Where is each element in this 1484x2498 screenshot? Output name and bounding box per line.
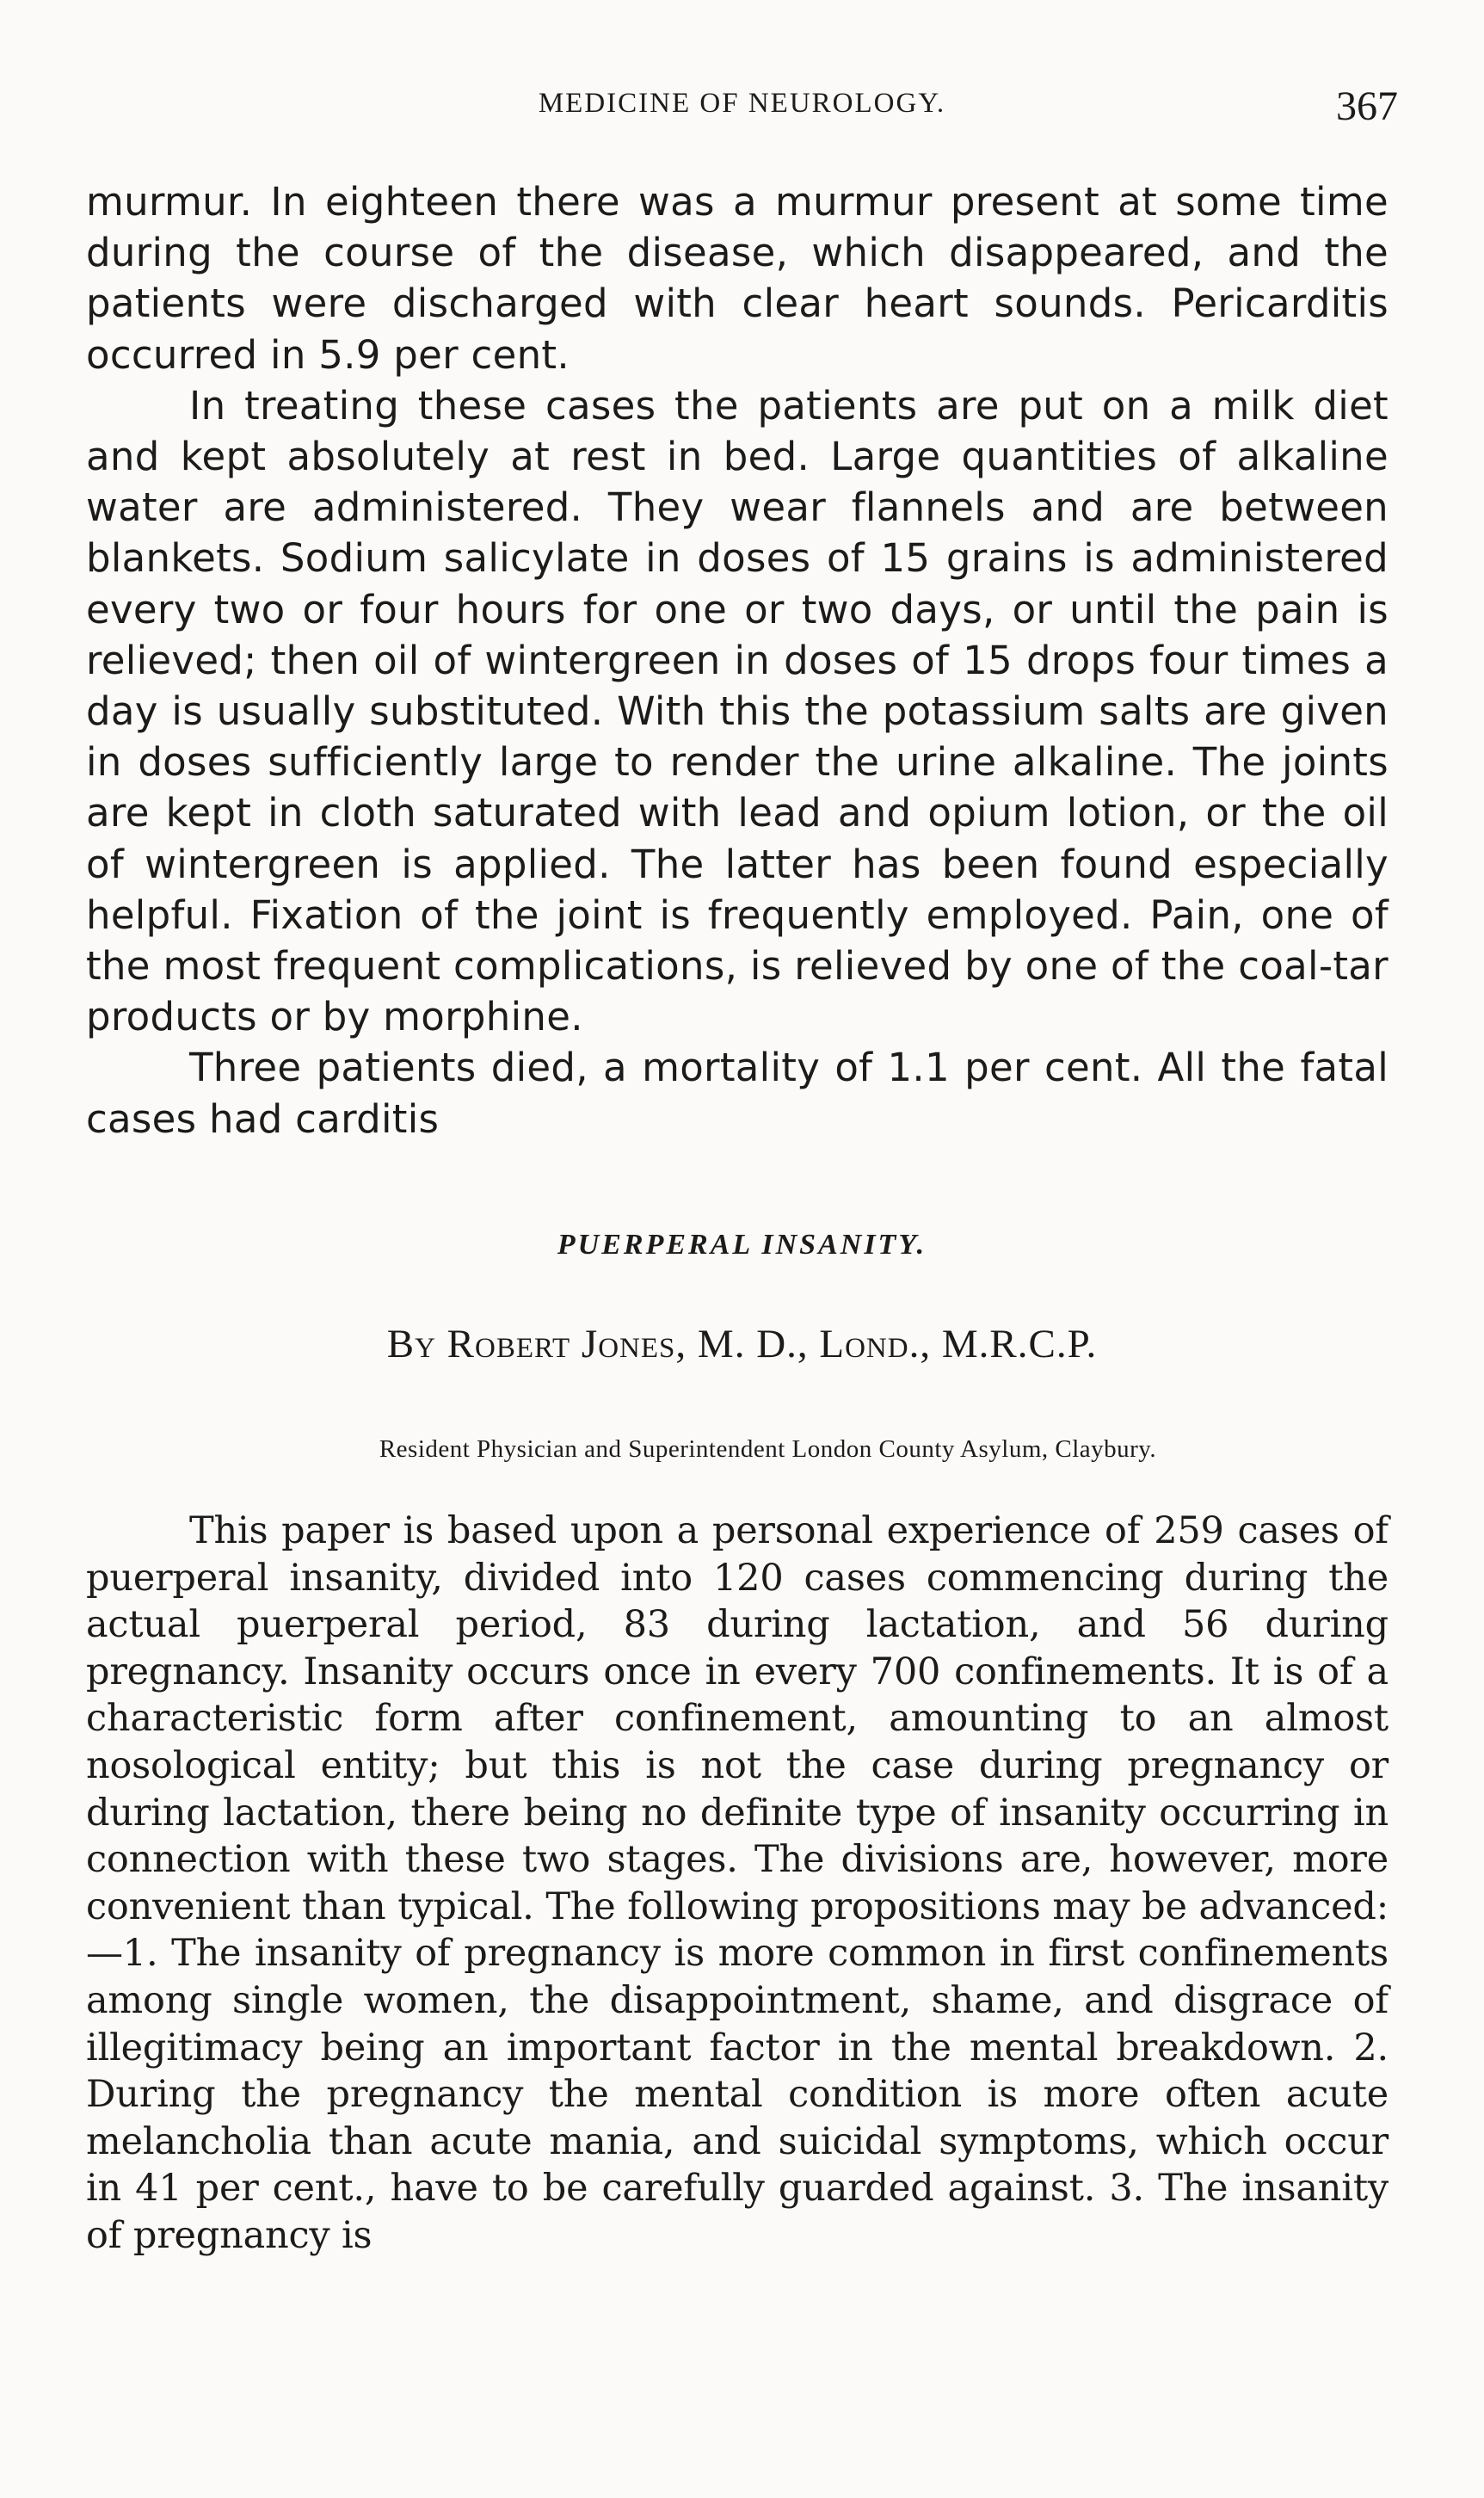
running-title: MEDICINE OF NEUROLOGY.: [538, 88, 946, 119]
previous-article-text: [86, 176, 1389, 1144]
author-byline: By Robert Jones, M. D., Lond., M.R.C.P.: [386, 1322, 1098, 1366]
author-affiliation: Resident Physician and Superintendent London County Asylum, Claybury.: [379, 1435, 1157, 1463]
paragraph: This paper is based upon a personal experience of 259 cases of puerperal insanity, divided into 120 cases commencing during the actual puerperal period, 83 during lactation, and 56 during pregnancy. Insanity occurs once in every 700 confinements. It is of a characteristic form after confinement, amounting to an almost nosological entity; but this is not the case during pregnancy or during lactation, there being no definite type of insanity occurring in connection with these two stages. The divisions are, however, more convenient than typical. The following propositions may be advanced:—1. The insanity of pregnancy is more common in first confinements among single women, the disappointment, shame, and disgrace of illegitimacy being an important factor in the mental breakdown. 2. During the pregnancy the mental condition is more often acute melancholia than acute mania, and suicidal symptoms, which occur in 41 per cent., have to be carefully guarded against. 3. The insanity of pregnancy is: [86, 1509, 1389, 2257]
paragraph: Three patients died, a mortality of 1.1 per cent. All the fatal cases had carditis: [86, 1045, 1389, 1142]
paragraph: murmur. In eighteen there was a murmur present at some time during the course of the disease, which disappeared, and the patients were discharged with clear heart sounds. Pericarditis occurred in 5.9 per cent.: [86, 179, 1389, 378]
page-number: 367: [1336, 83, 1398, 129]
running-head: [86, 83, 1398, 138]
article-title: PUERPERAL INSANITY.: [557, 1229, 927, 1261]
paragraph: In treating these cases the patients are put on a milk diet and kept absolutely at rest in bed. Large quantities of alkaline water are administered. They wear flannels and are between blankets. Sodium salicylate in doses of 15 grains is administered every two or four hours for one or two days, or until the pain is relieved; then oil of wintergreen in doses of 15 drops four times a day is usually substituted. With this the potassium salts are given in doses sufficiently large to render the urine alkaline. The joints are kept in cloth saturated with lead and opium lotion, or the oil of wintergreen is applied. The latter has been found especially helpful. Fixation of the joint is frequently employed. Pain, one of the most frequent complications, is relieved by one of the coal-tar products or by morphine.: [86, 382, 1389, 1040]
article-body: [86, 1508, 1389, 2260]
